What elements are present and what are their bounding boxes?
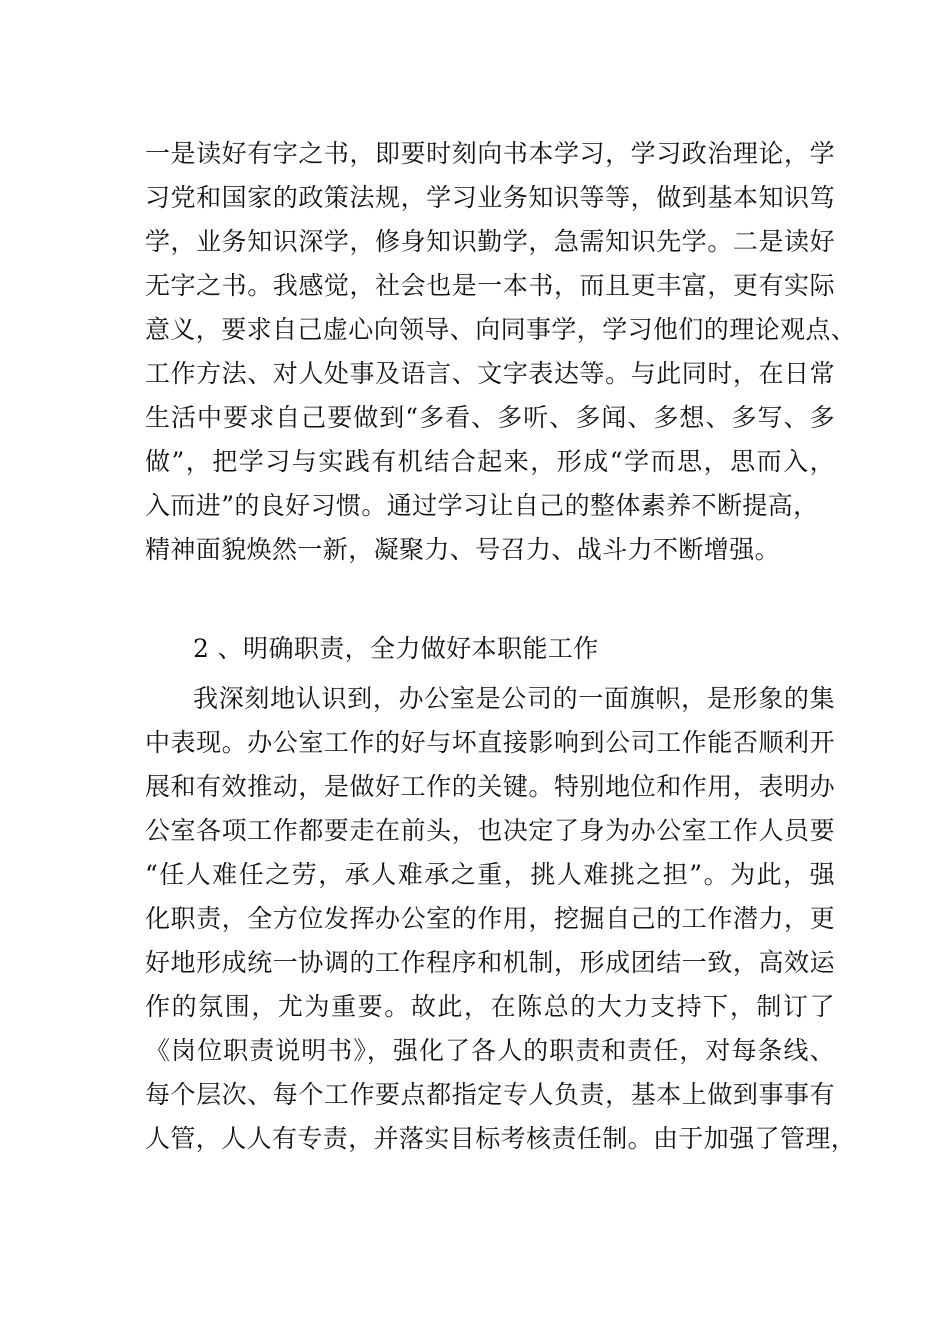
text-line: 工作方法、对人处事及语言、文字表达等。与此同时，在日常: [145, 359, 835, 388]
section-heading: [145, 627, 835, 671]
section-heading-text: 2 、明确职责，全力做好本职能工作: [193, 634, 599, 663]
text-line: 意义，要求自己虚心向领导、向同事学，学习他们的理论观点、: [145, 315, 857, 344]
text-line: 我深刻地认识到，办公室是公司的一面旗帜，是形象的集: [193, 684, 835, 713]
text-line: 一是读好有字之书，即要时刻向书本学习，学习政治理论，学: [145, 139, 835, 168]
text-line: 入而进”的良好习惯。通过学习让自己的整体素养不断提高，: [145, 491, 819, 520]
text-line: 精神面貌焕然一新，凝聚力、号召力、战斗力不断增强。: [145, 535, 781, 564]
text-line: 好地形成统一协调的工作程序和机制，形成团结一致，高效运: [145, 948, 835, 977]
text-line: 做”，把学习与实践有机结合起来，形成“学而思，思而入，: [145, 447, 835, 476]
text-line: 公室各项工作都要走在前头，也决定了身为办公室工作人员要: [145, 816, 835, 845]
text-line: 作的氛围，尤为重要。故此，在陈总的大力支持下，制订了: [145, 992, 835, 1021]
paragraph-study: [145, 132, 857, 572]
text-line: 化职责，全方位发挥办公室的作用，挖掘自己的工作潜力，更: [145, 904, 835, 933]
text-line: 《岗位职责说明书》，强化了各人的职责和责任，对每条线、: [145, 1036, 835, 1065]
text-line: 无字之书。我感觉，社会也是一本书，而且更丰富，更有实际: [145, 271, 835, 300]
text-line: 中表现。办公室工作的好与坏直接影响到公司工作能否顺利开: [145, 728, 835, 757]
paragraph-duties: [145, 677, 857, 1161]
text-line: 习党和国家的政策法规，学习业务知识等等，做到基本知识笃: [145, 183, 835, 212]
text-line: 每个层次、每个工作要点都指定专人负责，基本上做到事事有: [145, 1080, 835, 1109]
text-line: “任人难任之劳，承人难承之重，挑人难挑之担”。为此，强: [145, 860, 835, 889]
text-line: 展和有效推动，是做好工作的关键。特别地位和作用，表明办: [145, 772, 835, 801]
text-line: 学，业务知识深学，修身知识勤学，急需知识先学。二是读好: [145, 227, 835, 256]
text-line: 人管，人人有专责，并落实目标考核责任制。由于加强了管理，: [145, 1124, 857, 1153]
text-line: 生活中要求自己要做到“多看、多听、多闻、多想、多写、多: [145, 403, 835, 432]
